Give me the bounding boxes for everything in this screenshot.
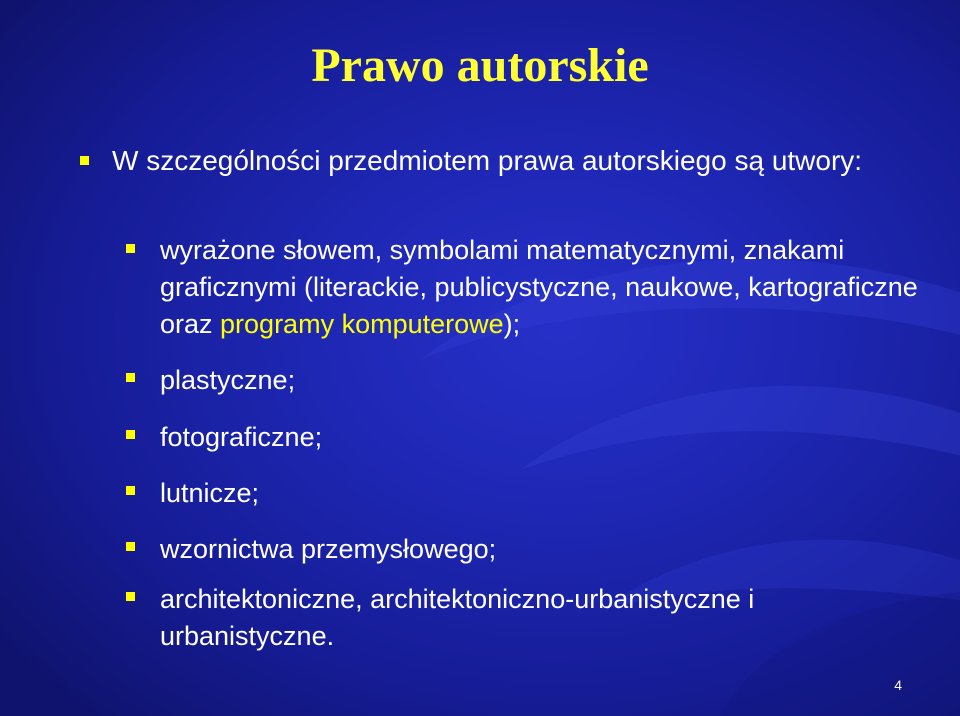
main-bullet-text: W szczególności przedmiotem prawa autorskiego są utwory: (112, 145, 863, 176)
sub-bullet-text-part: wyrażone słowem, symbolami matematycznymi, znakami graficznymi (literackie, publicystyczne, naukowe, kartograficzne oraz (160, 235, 918, 339)
bullet-square-icon (126, 373, 135, 382)
highlight-programy-komputerowe: programy komputerowe (220, 309, 504, 339)
bullet-square-icon (126, 486, 135, 495)
sub-bullet-text: fotograficzne; (160, 422, 323, 452)
bullet-square-icon (126, 592, 135, 601)
bullet-square-icon (126, 244, 135, 253)
bullet-square-icon (126, 542, 135, 551)
bullet-square-icon (80, 156, 89, 165)
sub-bullet-text: wzornictwa przemysłowego; (160, 534, 497, 564)
sub-bullet-text: plastyczne; (160, 365, 296, 395)
sub-bullet-text (160, 232, 920, 343)
bullet-square-icon (126, 430, 135, 439)
slide-title: Prawo autorskie (311, 39, 649, 92)
sub-bullet-text: architektoniczne, architektoniczno-urbanistyczne i urbanistyczne. (160, 584, 755, 651)
sub-bullet-text: lutnicze; (160, 478, 260, 508)
sub-bullet-text-part: ); (503, 309, 521, 339)
page-number: 4 (894, 677, 902, 693)
